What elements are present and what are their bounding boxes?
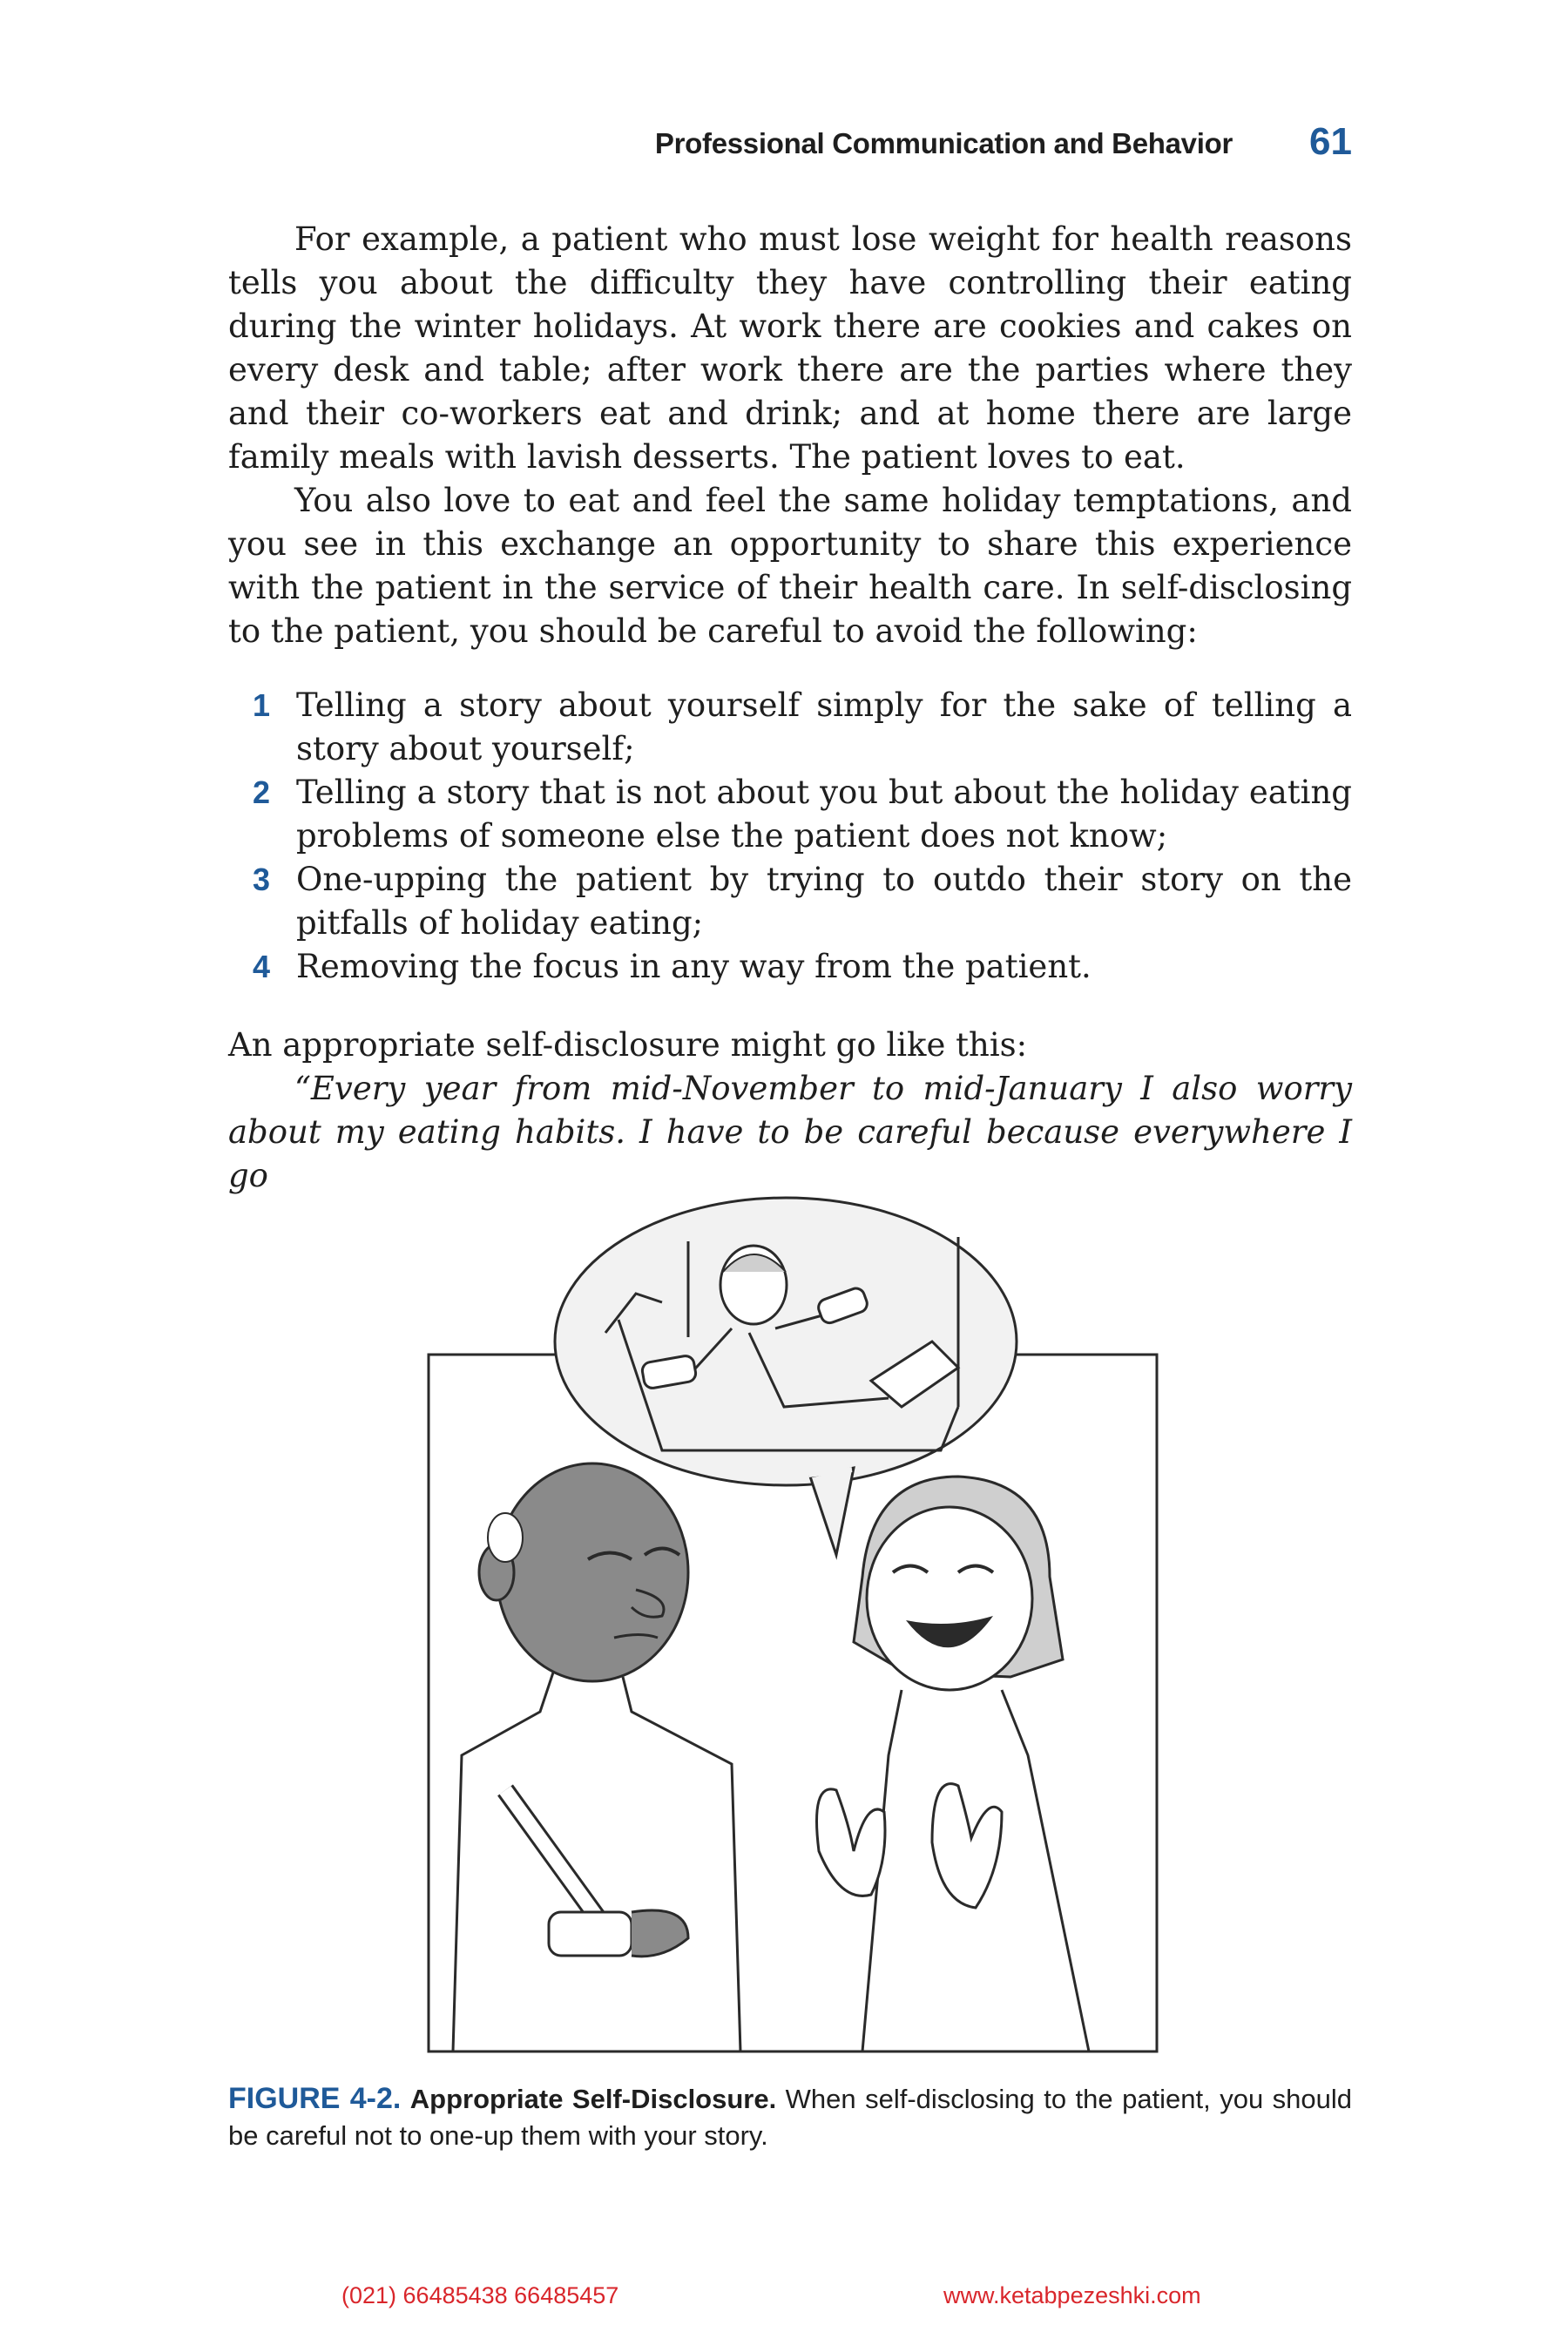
paragraph-example — [228, 218, 1352, 479]
running-head — [0, 122, 1568, 174]
speech-bubble — [555, 1198, 1017, 1485]
paragraph-intro-quote — [228, 1024, 1352, 1067]
list-item — [228, 684, 1352, 771]
figure-caption-text: When self-disclosing to the patient, you should be careful not to one-up them with your story. — [228, 2084, 1352, 2151]
figure-caption — [228, 2080, 1352, 2154]
man-head — [497, 1463, 688, 1681]
avoid-list — [228, 684, 1352, 989]
man-wrist-bandage — [549, 1912, 632, 1956]
page-number: 61 — [1309, 120, 1352, 163]
paragraph-1-text: For example, a patient who must lose weight for health reasons tells you about the difficulty they have controlling their eating during the winter holidays. At work there are cookies and cakes on every desk and table; after work there are the parties where they and their co-workers eat and drink; and at home there are large family meals with lavish desserts. The patient loves to eat. — [228, 220, 1352, 476]
paragraph-2-text: You also love to eat and feel the same holiday temptations, and you see in this exchange an opportunity to share this experience with the patient in the service of their health care. In self-disclosing to the patient, you should be careful to avoid the following: — [228, 482, 1352, 650]
figure-label: FIGURE 4-2. — [228, 2082, 402, 2115]
paragraph-temptations — [228, 479, 1352, 653]
list-number: 4 — [253, 949, 271, 984]
list-text: Removing the focus in any way from the patient. — [296, 948, 1092, 985]
cartoon-illustration — [401, 1189, 1185, 2056]
figure-title: Appropriate Self-Disclosure. — [409, 2084, 777, 2114]
page-footer — [0, 2282, 1568, 2317]
list-number: 1 — [253, 687, 271, 723]
footer-website[interactable]: www.ketabpezeshki.com — [943, 2282, 1201, 2308]
woman-head — [867, 1507, 1032, 1690]
list-number: 2 — [253, 774, 271, 810]
quote-text: “Every year from mid-November to mid-January I also worry about my eating habits. I have to be careful because everywhere I go — [228, 1070, 1352, 1194]
paragraph-3-text: An appropriate self-disclosure might go like this: — [228, 1026, 1028, 1064]
figure-illustration — [401, 1189, 1185, 2056]
list-text: Telling a story that is not about you but about the holiday eating problems of someone else the patient does not know; — [296, 774, 1352, 855]
running-title: Professional Communication and Behavior — [654, 127, 1233, 159]
list-text: Telling a story about yourself simply for the sake of telling a story about yourself; — [296, 686, 1352, 767]
man-hair-tuft — [488, 1513, 523, 1562]
list-item — [228, 945, 1352, 989]
list-number: 3 — [253, 862, 271, 897]
footer-phone: (021) 66485438 66485457 — [341, 2282, 619, 2308]
list-item — [228, 771, 1352, 858]
quote-block — [228, 1067, 1352, 1198]
list-item — [228, 858, 1352, 945]
list-text: One-upping the patient by trying to outdo their story on the pitfalls of holiday eating; — [296, 861, 1352, 942]
